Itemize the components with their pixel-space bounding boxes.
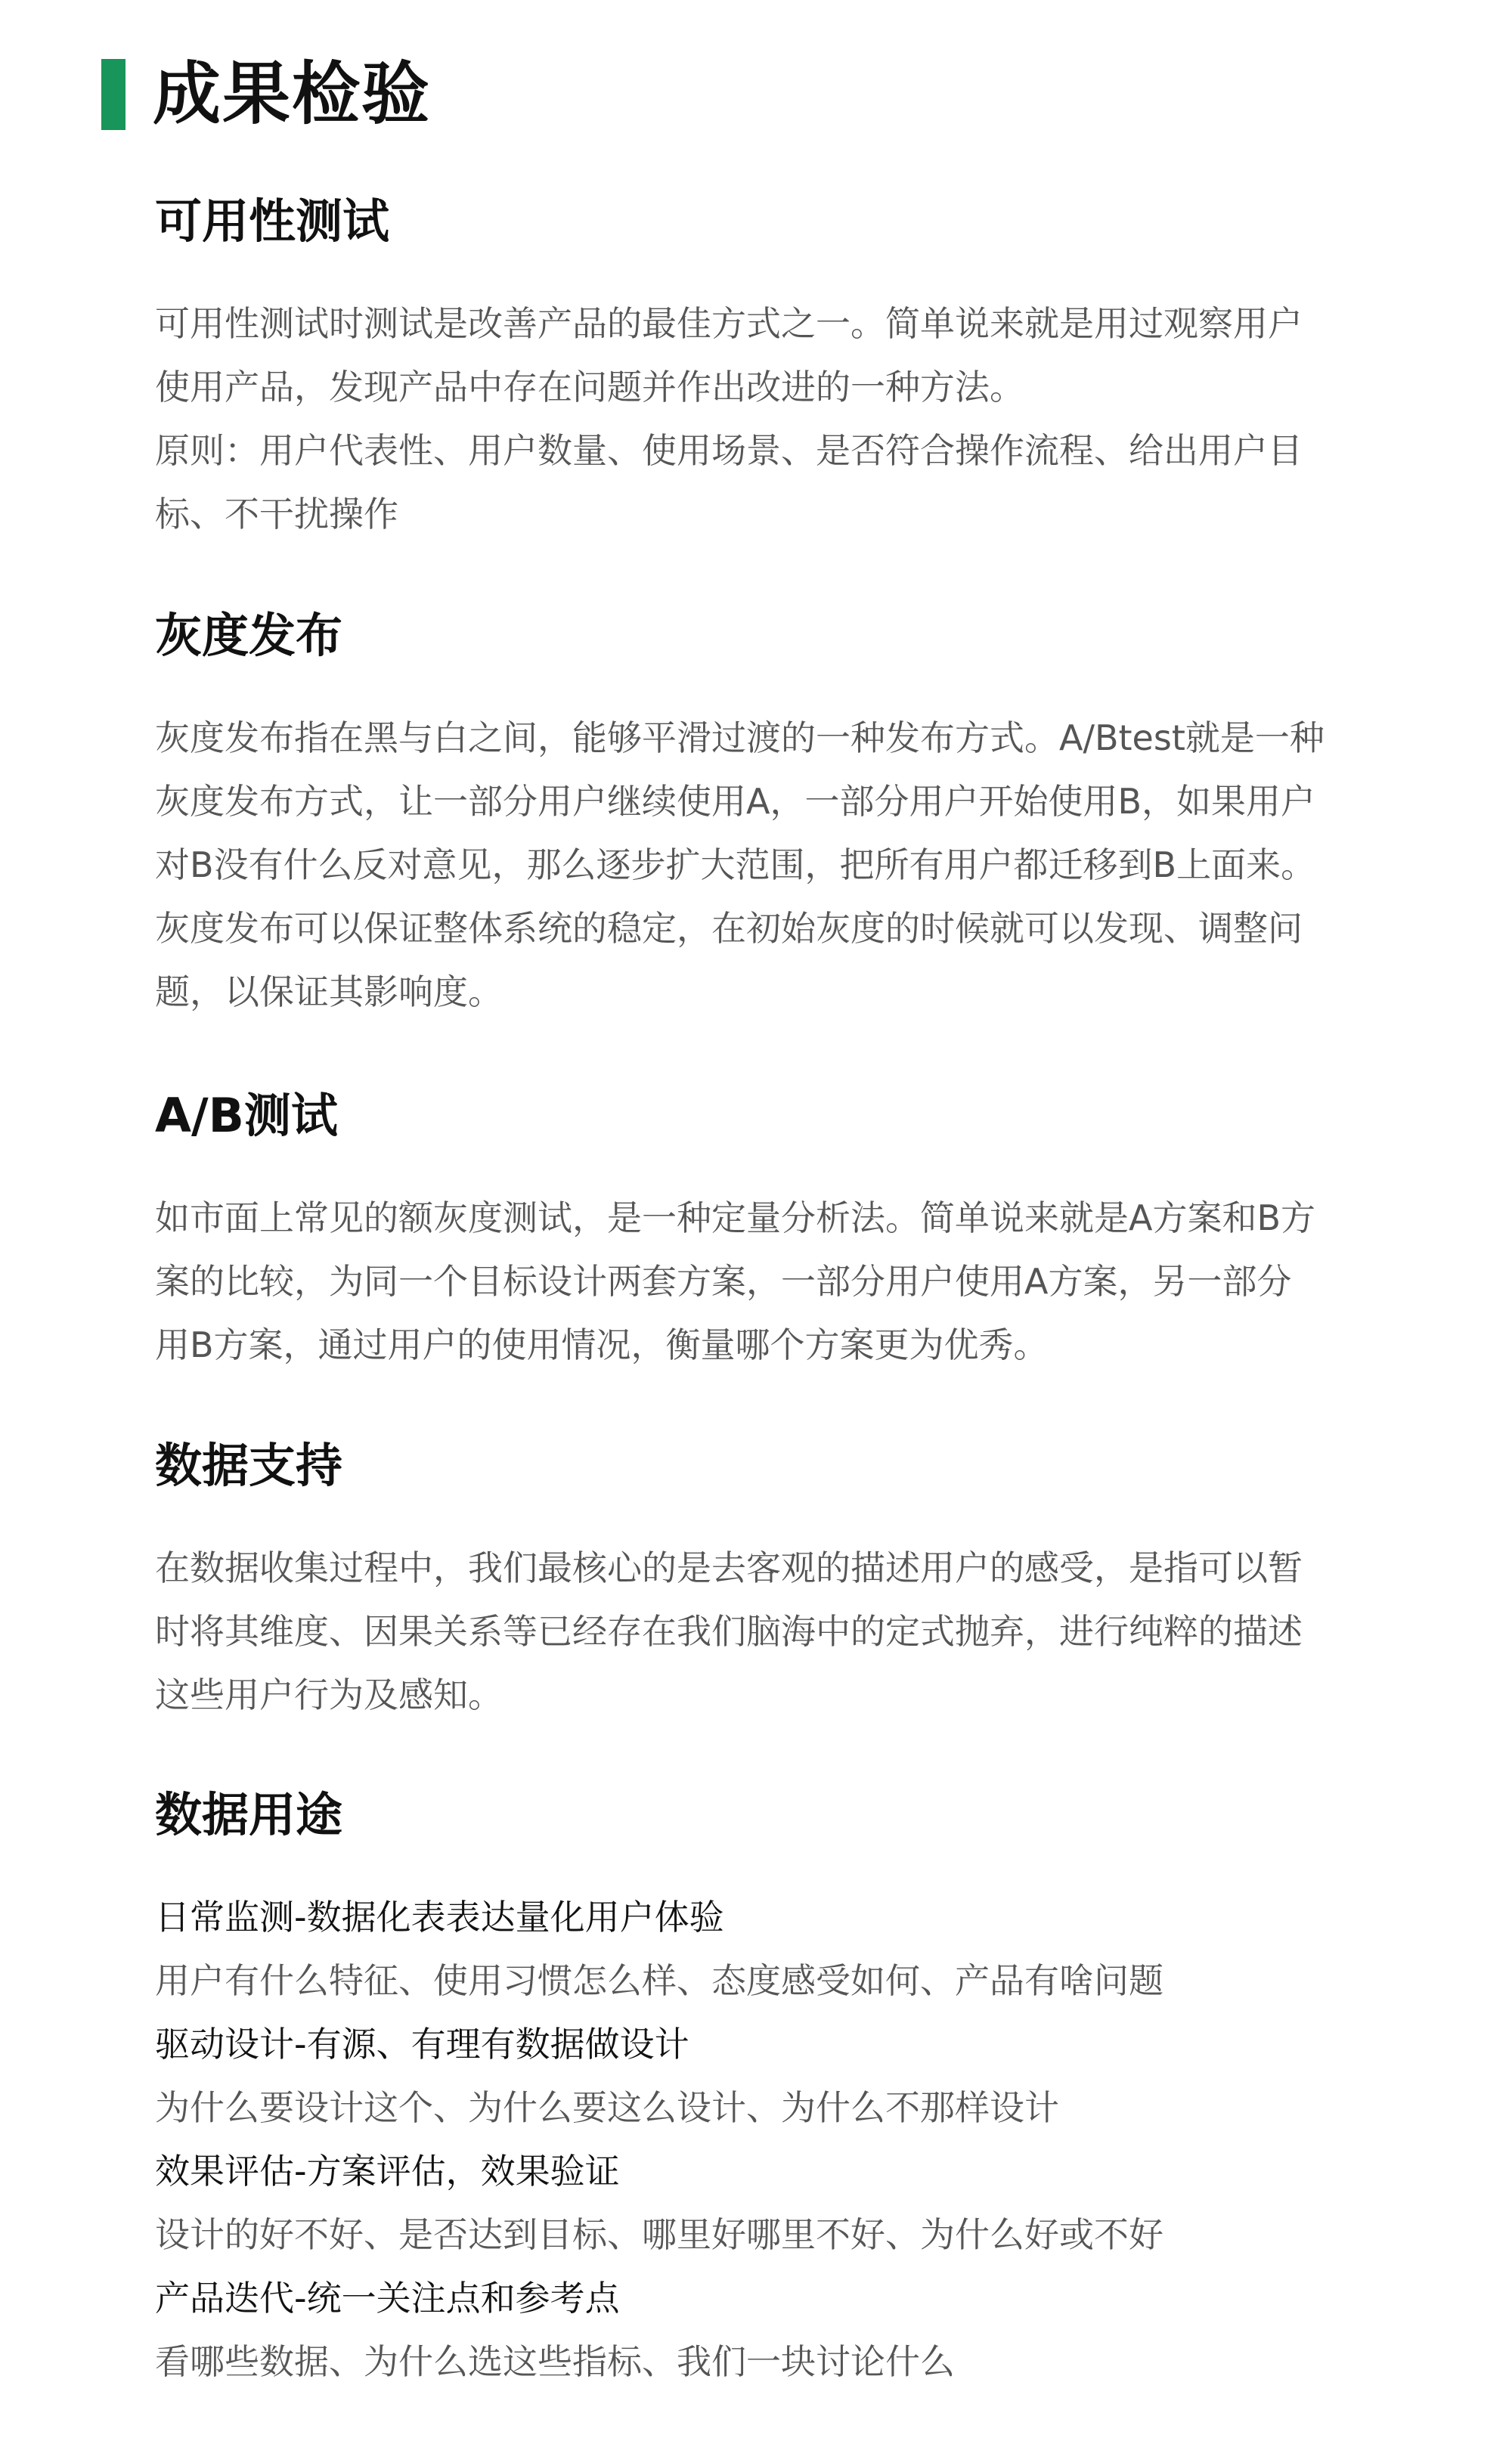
section-heading: 数据支持 xyxy=(155,1438,343,1493)
body-line: 灰度发布指在黑与白之间，能够平滑过渡的一种发布方式。A/Btest就是一种 xyxy=(155,717,1325,758)
body-line: 案的比较，为同一个目标设计两套方案，一部分用户使用A方案，另一部分 xyxy=(155,1261,1292,1302)
section-body xyxy=(155,292,1380,546)
usage-item-title: 效果评估-方案评估，效果验证 xyxy=(155,2151,620,2192)
section-ab-test xyxy=(155,1088,1380,1377)
body-line: 灰度发布方式，让一部分用户继续使用A，一部分用户开始使用B，如果用户 xyxy=(155,781,1316,822)
usage-item-title: 产品迭代-统一关注点和参考点 xyxy=(155,2278,620,2319)
usage-item-desc: 用户有什么特征、使用习惯怎么样、态度感受如何、产品有啥问题 xyxy=(155,1960,1163,2001)
body-line: 使用产品，发现产品中存在问题并作出改进的一种方法。 xyxy=(155,367,1024,407)
section-body xyxy=(155,1186,1380,1377)
usage-item-desc: 设计的好不好、是否达到目标、哪里好哪里不好、为什么好或不好 xyxy=(155,2214,1163,2255)
title-accent-bar xyxy=(101,59,125,130)
section-heading: 灰度发布 xyxy=(155,608,343,663)
usage-item-desc: 为什么要设计这个、为什么要这么设计、为什么不那样设计 xyxy=(155,2087,1059,2128)
usage-item-title: 日常监测-数据化表表达量化用户体验 xyxy=(155,1897,724,1938)
section-data-usage xyxy=(155,1787,1380,2393)
body-line: 时将其维度、因果关系等已经存在我们脑海中的定式抛弃，进行纯粹的描述 xyxy=(155,1611,1303,1652)
section-heading: 数据用途 xyxy=(155,1787,343,1842)
body-line: 标、不干扰操作 xyxy=(155,494,398,534)
body-line: 对B没有什么反对意见，那么逐步扩大范围，把所有用户都迁移到B上面来。 xyxy=(155,844,1316,885)
usage-item-desc: 看哪些数据、为什么选这些指标、我们一块讨论什么 xyxy=(155,2341,955,2382)
section-heading: A/B测试 xyxy=(155,1088,338,1143)
body-line: 可用性测试时测试是改善产品的最佳方式之一。简单说来就是用过观察用户 xyxy=(155,303,1303,344)
body-line: 题，以保证其影响度。 xyxy=(155,971,503,1012)
section-usability-test xyxy=(155,194,1380,546)
section-body xyxy=(155,1536,1380,1727)
body-line: 这些用户行为及感知。 xyxy=(155,1674,503,1715)
body-line: 如市面上常见的额灰度测试，是一种定量分析法。简单说来就是A方案和B方 xyxy=(155,1197,1316,1238)
section-data-support xyxy=(155,1438,1380,1727)
page-title: 成果检验 xyxy=(153,54,431,134)
body-line: 用B方案，通过用户的使用情况，衡量哪个方案更为优秀。 xyxy=(155,1324,1049,1365)
section-body xyxy=(155,706,1380,1024)
body-line: 灰度发布可以保证整体系统的稳定，在初始灰度的时候就可以发现、调整问 xyxy=(155,908,1303,949)
section-body xyxy=(155,1885,1380,2393)
section-heading: 可用性测试 xyxy=(155,194,390,249)
body-line: 原则：用户代表性、用户数量、使用场景、是否符合操作流程、给出用户目 xyxy=(155,430,1303,471)
body-line: 在数据收集过程中，我们最核心的是去客观的描述用户的感受，是指可以暂 xyxy=(155,1547,1303,1588)
page-title-row xyxy=(101,53,431,136)
usage-item-title: 驱动设计-有源、有理有数据做设计 xyxy=(155,2024,689,2065)
section-gray-release xyxy=(155,608,1380,1024)
